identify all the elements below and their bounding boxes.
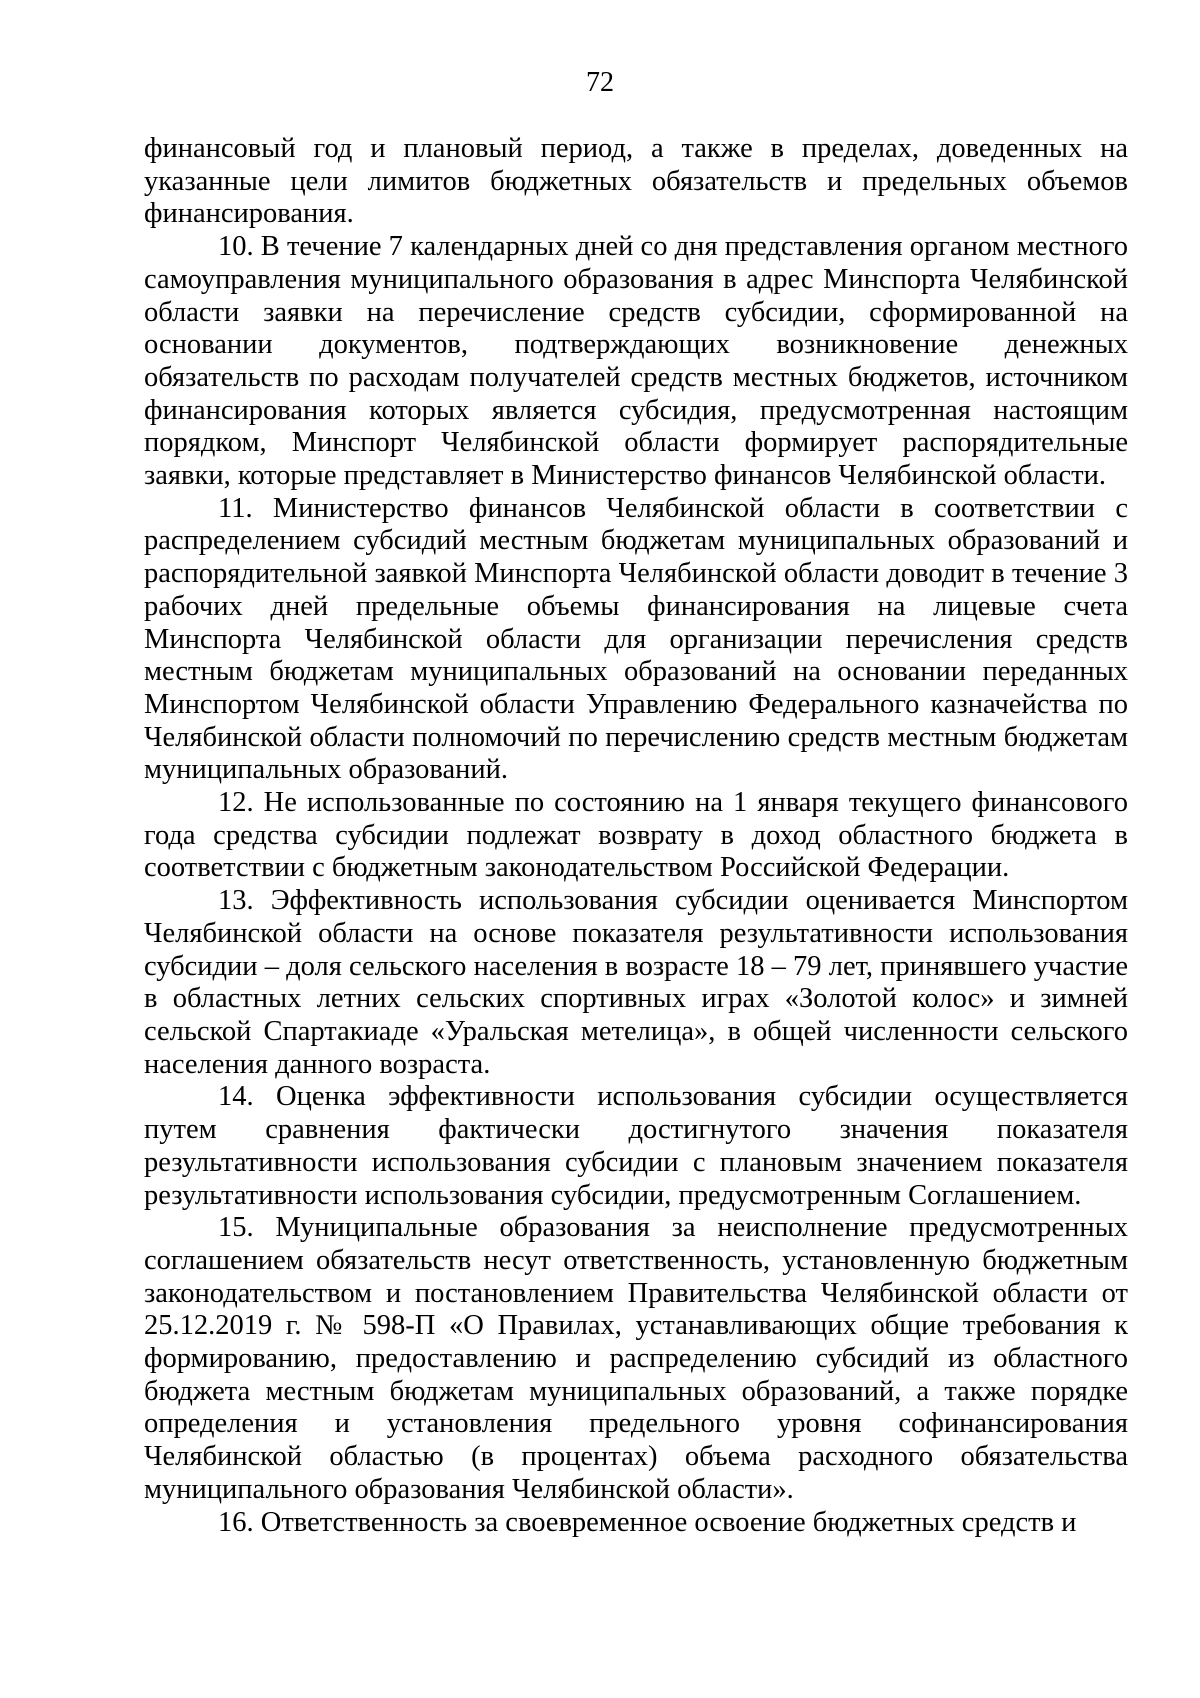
paragraph-16: 16. Ответственность за своевременное освоение бюджетных средств и	[218, 1506, 1077, 1538]
document-body	[144, 133, 1128, 1539]
paragraph-13: 13. Эффективность использования субсидии оценивается Минспортом Челябинской области на основе показателя результативности использования субсидии – доля сельского населения в возрасте 18 – 79 лет, принявшего участие в областных летних сельских спортивных играх «Золотой колос» и зимней сельской Спартакиаде «Уральская метелица», в общей численности сельского населения данного возраста.	[144, 885, 1128, 1080]
paragraph-14: 14. Оценка эффективности использования субсидии осуществляется путем сравнения фактически достигнутого значения показателя результативности использования субсидии с плановым значением показателя результативности использования субсидии, предусмотренным Соглашением.	[144, 1081, 1128, 1211]
paragraph-10: 10. В течение 7 календарных дней со дня представления органом местного самоуправления муниципального образования в адрес Минспорта Челябинской области заявки на перечисление средств субсидии, сформированной на основании документов, подтверждающих возникновение денежных обязательств по расходам получателей средств местных бюджетов, источником финансирования которых является субсидия, предусмотренная настоящим порядком, Минспорт Челябинской области формирует распорядительные заявки, которые представляет в Министерство финансов Челябинской области.	[144, 231, 1128, 492]
paragraph-11: 11. Министерство финансов Челябинской области в соответствии с распределением субсидий местным бюджетам муниципальных образований и распорядительной заявкой Минспорта Челябинской области доводит в течение 3 рабочих дней предельные объемы финансирования на лицевые счета Минспорта Челябинской области для организации перечисления средств местным бюджетам муниципальных образований на основании переданных Минспортом Челябинской области Управлению Федерального казначейства по Челябинской области полномочий по перечислению средств местным бюджетам муниципальных образований.	[144, 492, 1128, 786]
paragraph-12: 12. Не использованные по состоянию на 1 января текущего финансового года средства субсидии подлежат возврату в доход областного бюджета в соответствии с бюджетным законодательством Российской Федерации.	[144, 787, 1128, 884]
page-number: 72	[586, 67, 614, 98]
paragraph-15: 15. Муниципальные образования за неисполнение предусмотренных соглашением обязательств несут ответственность, установленную бюджетным законодательством и постановлением Правительства Челябинской области от 25.12.2019 г. № 598-П «О Правилах, устанавливающих общие требования к формированию, предоставлению и распределению субсидий из областного бюджета местным бюджетам муниципальных образований, а также порядке определения и установления предельного уровня софинансирования Челябинской областью (в процентах) объема расходного обязательства муниципального образования Челябинской области».	[144, 1212, 1128, 1505]
paragraph-continuation: финансовый год и плановый период, а также в пределах, доведенных на указанные цели лимитов бюджетных обязательств и предельных объемов финансирования.	[144, 133, 1128, 230]
